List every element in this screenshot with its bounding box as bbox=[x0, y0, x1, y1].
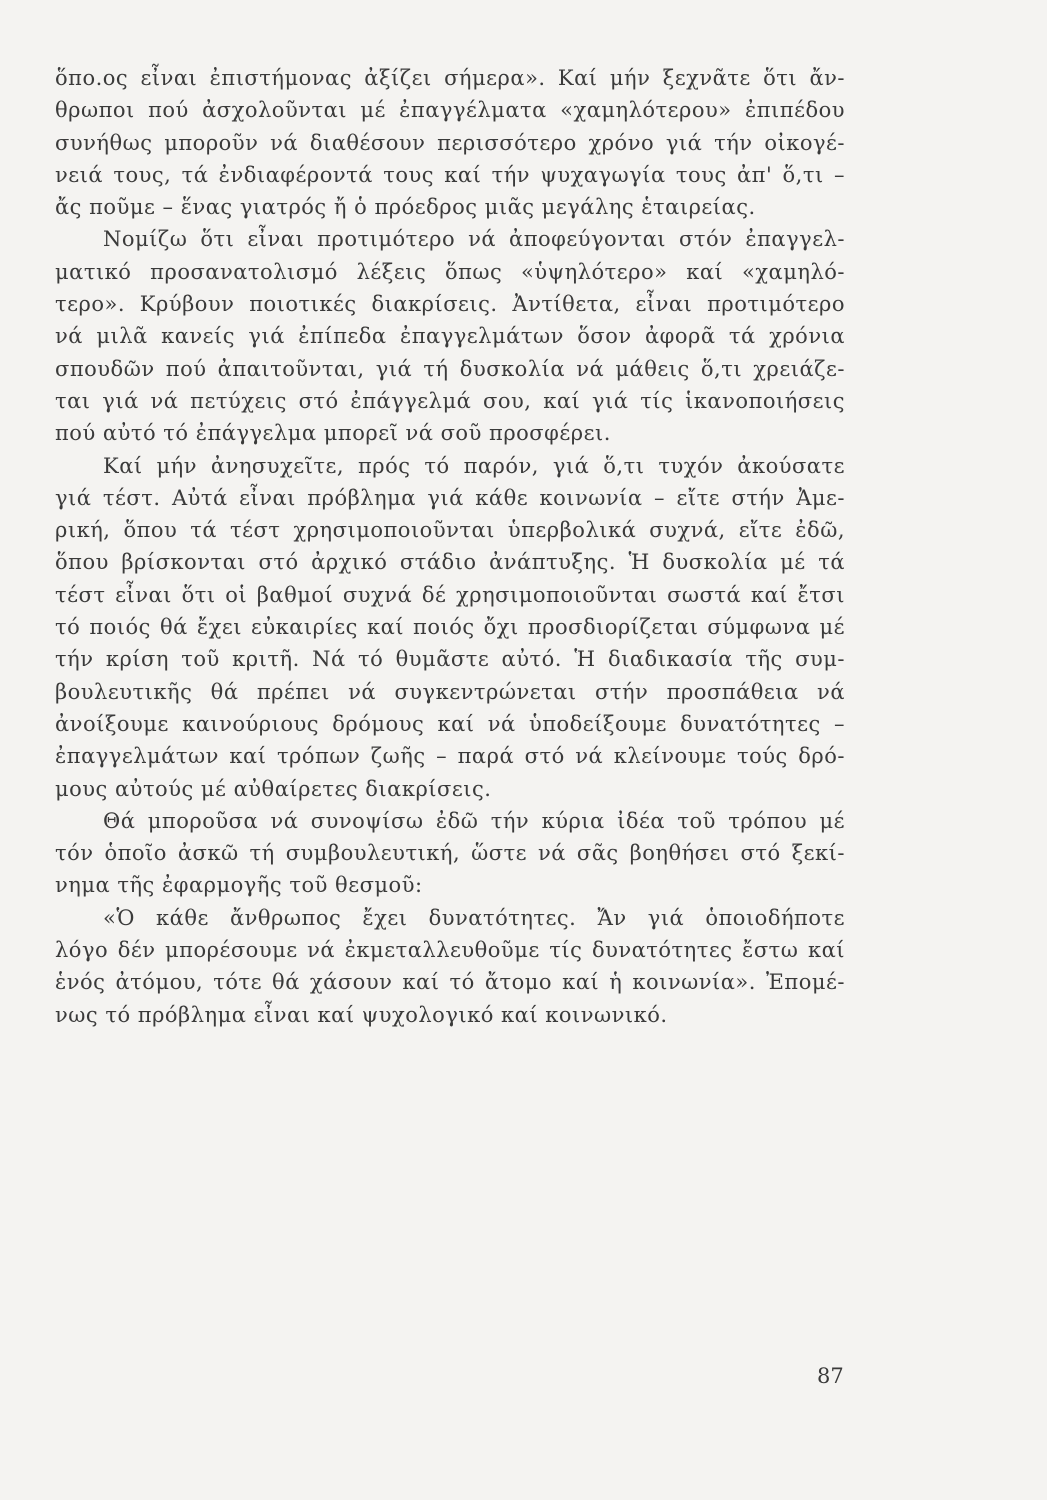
text-line: τέστ εἶναι ὅτι οἱ βαθμοί συχνά δέ χρησιμοποιοῦνται σωστά καί ἔτσι bbox=[55, 582, 845, 607]
text-line: ἐπαγγελμάτων καί τρόπων ζωῆς – παρά στό νά κλείνουμε τούς δρό- bbox=[55, 744, 845, 769]
text-line: ματικό προσανατολισμό λέξεις ὅπως «ὑψηλότερο» καί «χαμηλό- bbox=[55, 259, 845, 284]
text-line: ται γιά νά πετύχεις στό ἐπάγγελμά σου, καί γιά τίς ἱκανοποιήσεις bbox=[55, 388, 845, 413]
text-line: νημα τῆς ἐφαρμογῆς τοῦ θεσμοῦ: bbox=[55, 873, 423, 898]
text-line: ἑνός ἀτόμου, τότε θά χάσουν καί τό ἄτομο καί ἡ κοινωνία». Ἐπομέ- bbox=[55, 970, 845, 995]
text-line: λόγο δέν μπορέσουμε νά ἐκμεταλλευθοῦμε τίς δυνατότητες ἔστω καί bbox=[55, 938, 845, 963]
text-line: νως τό πρόβλημα εἶναι καί ψυχολογικό καί κοινωνικό. bbox=[55, 1002, 668, 1027]
text-line: συνήθως μποροῦν νά διαθέσουν περισσότερο χρόνο γιά τήν οἰκογέ- bbox=[55, 130, 845, 155]
text-line: ἄς ποῦμε – ἕνας γιατρός ἤ ὁ πρόεδρος μιᾶς μεγάλης ἑταιρείας. bbox=[55, 195, 756, 220]
text-line: τό ποιός θά ἔχει εὐκαιρίες καί ποιός ὄχι προσδιορίζεται σύμφωνα μέ bbox=[55, 615, 845, 640]
text-line: τερο». Κρύβουν ποιοτικές διακρίσεις. Ἀντίθετα, εἶναι προτιμότερο bbox=[55, 292, 845, 317]
text-line: θρωποι πού ἀσχολοῦνται μέ ἐπαγγέλματα «χαμηλότερου» ἐπιπέδου bbox=[55, 98, 845, 123]
text-line: ρική, ὅπου τά τέστ χρησιμοποιοῦνται ὑπερβολικά συχνά, εἴτε ἐδῶ, bbox=[55, 518, 845, 543]
page-number: 87 bbox=[817, 1364, 844, 1388]
text-line: γιά τέστ. Αὐτά εἶναι πρόβλημα γιά κάθε κοινωνία – εἴτε στήν Ἀμε- bbox=[55, 485, 845, 510]
paragraph-start-line: Θά μποροῦσα νά συνοψίσω ἐδῶ τήν κύρια ἰδέα τοῦ τρόπου μέ bbox=[103, 808, 845, 833]
text-line: ἀνοίξουμε καινούριους δρόμους καί νά ὑποδείξουμε δυνατότητες – bbox=[55, 711, 845, 736]
text-line: τήν κρίση τοῦ κριτῆ. Νά τό θυμᾶστε αὐτό. Ἡ διαδικασία τῆς συμ- bbox=[55, 647, 845, 672]
text-line: τόν ὁποῖο ἀσκῶ τή συμβουλευτική, ὥστε νά σᾶς βοηθήσει στό ξεκί- bbox=[55, 841, 845, 866]
body-text bbox=[55, 62, 845, 1031]
text-line: νά μιλᾶ κανείς γιά ἐπίπεδα ἐπαγγελμάτων ὅσον ἀφορᾶ τά χρόνια bbox=[55, 324, 845, 349]
text-line: νειά τους, τά ἐνδιαφέροντά τους καί τήν ψυχαγωγία τους ἀπ' ὅ,τι – bbox=[55, 162, 845, 187]
text-line: ὅπο.ος εἶναι ἐπιστήμονας ἀξίζει σήμερα». Καί μήν ξεχνᾶτε ὅτι ἄν- bbox=[55, 66, 845, 90]
text-line: βουλευτικῆς θά πρέπει νά συγκεντρώνεται στήν προσπάθεια νά bbox=[55, 679, 845, 704]
quote-start-line: «Ὁ κάθε ἄνθρωπος ἔχει δυνατότητες. Ἄν γιά ὁποιοδήποτε bbox=[103, 905, 845, 930]
text-line: σπουδῶν πού ἀπαιτοῦνται, γιά τή δυσκολία νά μάθεις ὅ,τι χρειάζε- bbox=[55, 356, 845, 381]
paragraph-start-line: Νομίζω ὅτι εἶναι προτιμότερο νά ἀποφεύγονται στόν ἐπαγγελ- bbox=[103, 227, 845, 252]
paragraph-start-line: Καί μήν ἀνησυχεῖτε, πρός τό παρόν, γιά ὅ,τι τυχόν ἀκούσατε bbox=[103, 453, 845, 478]
text-line: ὅπου βρίσκονται στό ἀρχικό στάδιο ἀνάπτυξης. Ἡ δυσκολία μέ τά bbox=[55, 550, 845, 575]
text-line: μους αὐτούς μέ αὐθαίρετες διακρίσεις. bbox=[55, 776, 492, 801]
text-line: πού αὐτό τό ἐπάγγελμα μπορεῖ νά σοῦ προσφέρει. bbox=[55, 421, 611, 446]
